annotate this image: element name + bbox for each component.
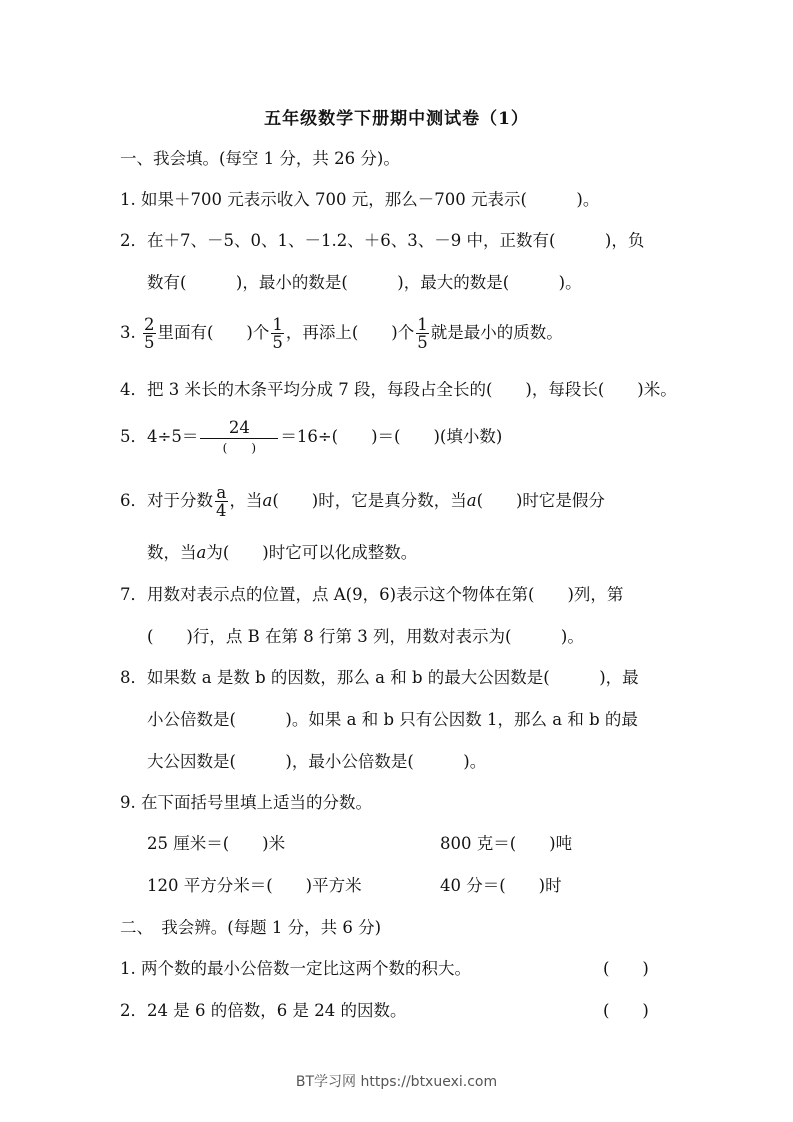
question-9: 9. 在下面括号里填上适当的分数。	[120, 793, 372, 812]
fraction-numerator: a	[216, 483, 227, 502]
question-6-line2-text2: 为( )时它可以化成整数。	[206, 543, 418, 562]
question-5	[120, 414, 502, 460]
variable-a: a	[466, 491, 477, 510]
question-5-suffix: ＝16÷( )＝( )(填小数)	[280, 427, 503, 446]
question-3-text1: 里面有( )个	[157, 323, 270, 342]
question-2-line1: 2．在＋7、－5、0、1、－1.2、＋6、3、－9 中，正数有( )，负	[120, 231, 645, 250]
question-5-prefix: 5．4÷5＝	[120, 427, 199, 446]
question-9-item-c: 120 平方分米＝( )平方米	[147, 876, 362, 895]
question-9-item-a: 25 厘米＝( )米	[147, 834, 286, 853]
variable-a: a	[196, 543, 207, 562]
fraction-denominator: 5	[272, 333, 283, 352]
fraction-numerator: 24	[200, 418, 278, 439]
fraction-numerator: 1	[272, 315, 283, 334]
question-9-item-b: 800 克＝( )吨	[440, 834, 573, 853]
question-6-line1	[120, 478, 605, 524]
question-3	[120, 310, 563, 356]
fraction-denominator: 4	[216, 501, 227, 520]
question-8-line1: 8．如果数 a 是数 b 的因数，那么 a 和 b 的最大公因数是( )，最	[120, 668, 639, 687]
question-8-line2: 小公倍数是( )。如果 a 和 b 只有公因数 1，那么 a 和 b 的最	[147, 710, 638, 729]
fraction-24-blank	[200, 418, 278, 457]
fraction-numerator: 1	[417, 315, 428, 334]
judge-question-2: 2．24 是 6 的倍数，6 是 24 的因数。	[120, 1001, 407, 1020]
judge-question-1: 1. 两个数的最小公倍数一定比这两个数的积大。	[120, 959, 471, 978]
fraction-denominator: 5	[144, 333, 155, 352]
fraction-2-5	[143, 316, 156, 351]
section1-heading: 一、我会填。(每空 1 分，共 26 分)。	[120, 149, 400, 168]
fraction-denominator: ( )	[222, 441, 257, 455]
page-title: 五年级数学下册期中测试卷（1）	[264, 109, 529, 129]
question-4: 4．把 3 米长的木条平均分成 7 段，每段占全长的( )，每段长( )米。	[120, 380, 677, 399]
question-7-line1: 7．用数对表示点的位置，点 A(9，6)表示这个物体在第( )列，第	[120, 585, 624, 604]
fraction-a-4	[215, 484, 228, 519]
question-6-line2-text1: 数，当	[147, 543, 197, 562]
question-7-line2: ( )行，点 B 在第 8 行第 3 列，用数对表示为( )。	[147, 627, 584, 646]
question-2-line2: 数有( )，最小的数是( )，最大的数是( )。	[147, 273, 582, 292]
section2-heading: 二、 我会辨。(每题 1 分，共 6 分)	[120, 918, 382, 937]
judge-answer-1[interactable]: ( )	[603, 959, 649, 978]
fraction-numerator: 2	[144, 315, 155, 334]
fraction-1-5-a	[271, 316, 284, 351]
footer-watermark: BT学习网 https://btxuexi.com	[295, 1074, 498, 1090]
question-6-line2	[147, 541, 417, 565]
question-8-line3: 大公因数是( )，最小公倍数是( )。	[147, 752, 487, 771]
judge-answer-2[interactable]: ( )	[603, 1001, 649, 1020]
fraction-1-5-b	[416, 316, 429, 351]
question-3-text3: 就是最小的质数。	[430, 323, 563, 342]
question-9-item-d: 40 分＝( )时	[440, 876, 562, 895]
question-3-text2: ，再添上( )个	[285, 323, 415, 342]
variable-a: a	[262, 491, 273, 510]
fraction-denominator: 5	[417, 333, 428, 352]
question-6-text3: ( )时它是假分	[476, 491, 605, 510]
question-6-prefix: 6．对于分数	[120, 491, 213, 510]
question-6-text2: ( )时，它是真分数，当	[272, 491, 467, 510]
question-3-prefix: 3.	[120, 323, 136, 342]
question-6-text1: ，当	[229, 491, 263, 510]
question-1: 1. 如果＋700 元表示收入 700 元，那么－700 元表示( )。	[120, 190, 600, 209]
